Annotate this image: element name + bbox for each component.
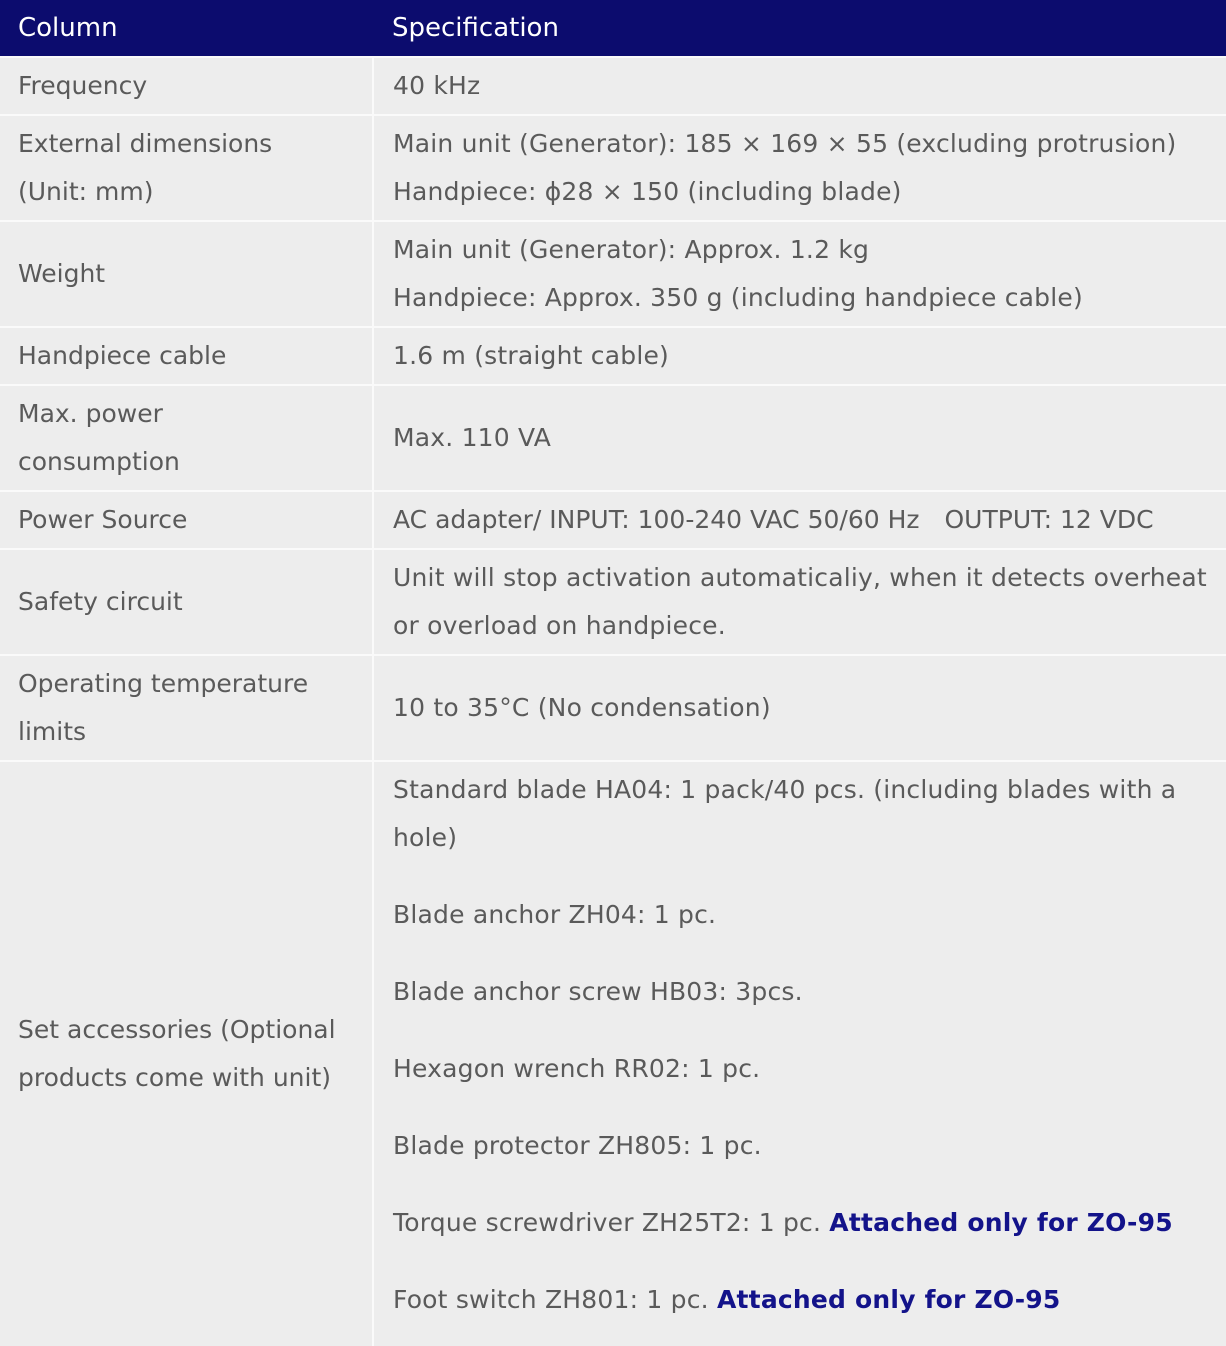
row-label: Safety circuit xyxy=(0,549,373,655)
row-max-power xyxy=(0,385,1226,491)
accessory-text: Blade anchor screw HB03: 3pcs. xyxy=(393,977,803,1006)
row-label: Set accessories (Optional products come with unit) xyxy=(0,761,373,1346)
row-value: 40 kHz xyxy=(373,57,1226,115)
value-line: Handpiece: Approx. 350 g (including handpiece cable) xyxy=(393,283,1083,312)
accessory-text: Blade anchor ZH04: 1 pc. xyxy=(393,900,717,929)
row-value xyxy=(373,221,1226,327)
row-label: Max. power consumption xyxy=(0,385,373,491)
row-set-accessories xyxy=(0,761,1226,1346)
accessory-item xyxy=(393,1276,1206,1324)
row-label: Power Source xyxy=(0,491,373,549)
accessory-item xyxy=(393,766,1206,862)
header-specification: Specification xyxy=(373,0,1226,57)
row-label: Weight xyxy=(0,221,373,327)
row-safety-circuit xyxy=(0,549,1226,655)
row-operating-temperature xyxy=(0,655,1226,761)
accessory-item xyxy=(393,891,1206,939)
row-value: 1.6 m (straight cable) xyxy=(373,327,1226,385)
accessory-item xyxy=(393,1122,1206,1170)
value-line: Main unit (Generator): 185 × 169 × 55 (excluding protrusion) xyxy=(393,129,1177,158)
row-value: Unit will stop activation automaticaliy, when it detects overheat or overload on handpiece. xyxy=(373,549,1226,655)
row-label: External dimensions (Unit: mm) xyxy=(0,115,373,221)
row-value xyxy=(373,761,1226,1346)
row-value xyxy=(373,115,1226,221)
row-value: 10 to 35°C (No condensation) xyxy=(373,655,1226,761)
row-label: Handpiece cable xyxy=(0,327,373,385)
row-dimensions xyxy=(0,115,1226,221)
accessory-text: Foot switch ZH801: 1 pc. xyxy=(393,1285,709,1314)
value-line: Main unit (Generator): Approx. 1.2 kg xyxy=(393,235,870,264)
row-handpiece-cable xyxy=(0,327,1226,385)
header-row xyxy=(0,0,1226,57)
row-weight xyxy=(0,221,1226,327)
accessory-item xyxy=(393,1199,1206,1247)
value-line: Handpiece: ϕ28 × 150 (including blade) xyxy=(393,177,902,206)
accessory-text: Blade protector ZH805: 1 pc. xyxy=(393,1131,762,1160)
row-power-source xyxy=(0,491,1226,549)
accessory-text: Standard blade HA04: 1 pack/40 pcs. (including blades with a hole) xyxy=(393,775,1177,852)
row-value: AC adapter/ INPUT: 100-240 VAC 50/60 Hz OUTPUT: 12 VDC xyxy=(373,491,1226,549)
accessory-text: Torque screwdriver ZH25T2: 1 pc. xyxy=(393,1208,822,1237)
zo95-note: Attached only for ZO-95 xyxy=(829,1208,1173,1237)
accessory-item xyxy=(393,968,1206,1016)
row-frequency xyxy=(0,57,1226,115)
zo95-note: Attached only for ZO-95 xyxy=(716,1285,1061,1314)
row-label: Frequency xyxy=(0,57,373,115)
row-label: Operating temperature limits xyxy=(0,655,373,761)
row-value: Max. 110 VA xyxy=(373,385,1226,491)
header-column: Column xyxy=(0,0,373,57)
accessory-item xyxy=(393,1045,1206,1093)
accessory-text: Hexagon wrench RR02: 1 pc. xyxy=(393,1054,761,1083)
